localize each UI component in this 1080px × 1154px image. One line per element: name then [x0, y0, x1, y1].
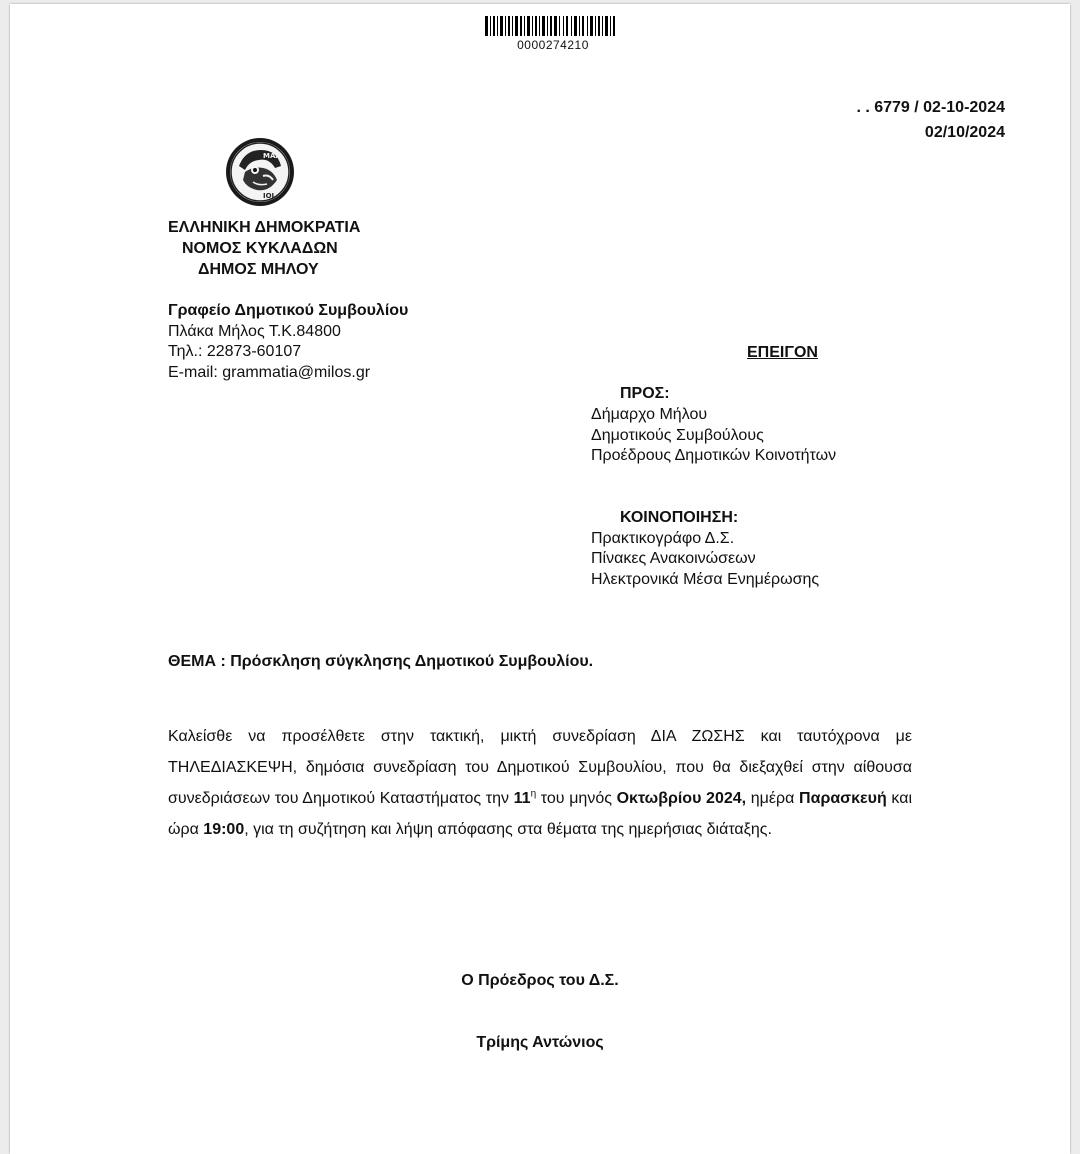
- header-republic: ΕΛΛΗΝΙΚΗ ΔΗΜΟΚΡΑΤΙΑ: [168, 219, 361, 236]
- body-text: και ώρα: [168, 790, 912, 838]
- body-text: ημέρα: [746, 790, 800, 807]
- header-prefecture: ΝΟΜΟΣ ΚΥΚΛΑΔΩΝ: [182, 240, 338, 257]
- document-page: [10, 4, 1070, 1154]
- recipient-item: Δημοτικούς Συμβούλους: [591, 427, 764, 444]
- body-text: Καλείσθε να προσέλθετε στην τακτική, μικτή συνεδρίαση ΔΙΑ ΖΩΣΗΣ και ταυτόχρονα με ΤΗΛΕΔΙΑΣΚΕΨΗ, δημόσια συνεδρίαση του Δημοτικού Συμβουλίου, που θα διεξαχθεί στην αίθουσα συνεδριάσεων του Δημοτικού Καταστήματος την: [168, 728, 912, 807]
- meeting-month: Οκτωβρίου 2024,: [616, 790, 747, 807]
- protocol-number: . . 6779 / 02-10-2024: [856, 99, 1005, 116]
- cc-item: Πίνακες Ανακοινώσεων: [591, 550, 756, 567]
- subject-line: ΘΕΜΑ : Πρόσκληση σύγκλησης Δημοτικού Συμβουλίου.: [168, 653, 594, 670]
- barcode-number: 0000274210: [517, 38, 589, 52]
- office-name: Γραφείο Δημοτικού Συμβουλίου: [168, 302, 409, 319]
- meeting-time: 19:00: [203, 821, 245, 838]
- body-paragraph: [168, 721, 912, 845]
- day-suffix: η: [530, 788, 537, 800]
- recipients-heading: ΠΡΟΣ:: [620, 385, 670, 402]
- office-address: Πλάκα Μήλος Τ.Κ.84800: [168, 323, 341, 340]
- body-text: , για τη συζήτηση και λήψη απόφασης στα θέματα της ημερήσιας διάταξης.: [244, 821, 772, 838]
- municipality-emblem-icon: [223, 136, 297, 208]
- protocol-date: 02/10/2024: [924, 124, 1005, 141]
- svg-text:ΜΑΛ: ΜΑΛ: [263, 152, 281, 160]
- meeting-weekday: Παρασκευή: [799, 790, 887, 807]
- barcode: [485, 16, 615, 36]
- header-municipality: ΔΗΜΟΣ ΜΗΛΟΥ: [198, 261, 319, 278]
- urgent-label: ΕΠΕΙΓΟΝ: [747, 344, 818, 361]
- body-text: του μηνός: [536, 790, 617, 807]
- recipient-item: Δήμαρχο Μήλου: [591, 406, 708, 423]
- cc-item: Πρακτικογράφο Δ.Σ.: [591, 530, 735, 547]
- office-phone: Τηλ.: 22873-60107: [168, 343, 302, 360]
- cc-item: Ηλεκτρονικά Μέσα Ενημέρωσης: [591, 571, 820, 588]
- signature-name: Τρίμης Αντώνιος: [476, 1034, 604, 1051]
- office-email: E-mail: grammatia@milos.gr: [168, 364, 371, 381]
- signature-title: Ο Πρόεδρος του Δ.Σ.: [461, 972, 619, 989]
- recipient-item: Προέδρους Δημοτικών Κοινοτήτων: [591, 447, 837, 464]
- svg-text:ΙΟΙ: ΙΟΙ: [263, 192, 275, 200]
- cc-heading: ΚΟΙΝΟΠΟΙΗΣΗ:: [620, 509, 739, 526]
- meeting-day: 11: [513, 790, 531, 807]
